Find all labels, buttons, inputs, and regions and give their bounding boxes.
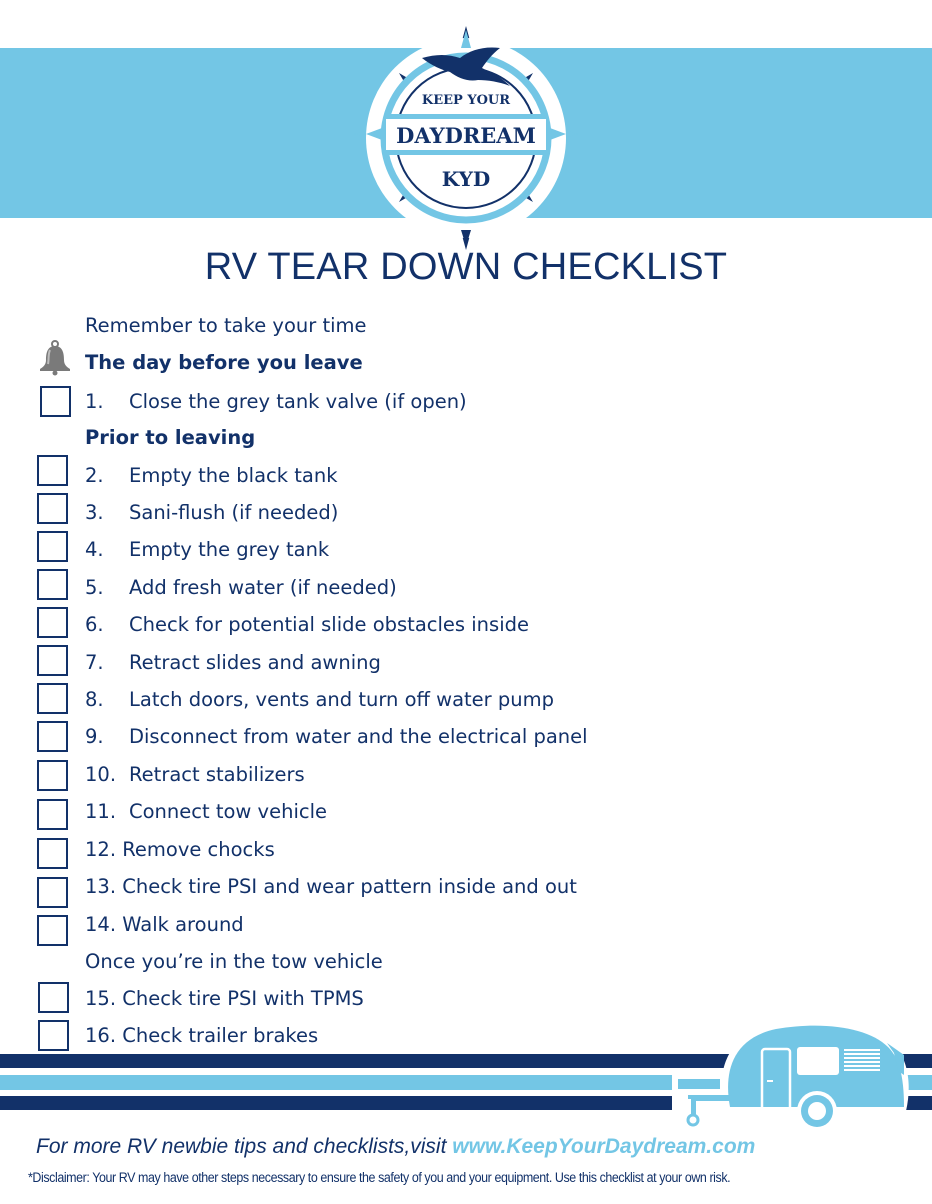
checklist-item-7: 7. Retract slides and awning bbox=[85, 651, 381, 674]
checkbox-item-12[interactable] bbox=[37, 838, 68, 869]
checkbox-item-13[interactable] bbox=[37, 877, 68, 908]
checkbox-item-7[interactable] bbox=[37, 645, 68, 676]
logo-top-text: KEEP YOUR bbox=[421, 93, 511, 108]
checklist-item-4: 4. Empty the grey tank bbox=[85, 538, 330, 561]
page-title: RV TEAR DOWN CHECKLIST bbox=[204, 246, 728, 288]
logo-initials-text: KYD bbox=[441, 167, 491, 191]
checkbox-item-2[interactable] bbox=[37, 455, 68, 486]
footer-cta: For more RV newbie tips and checklists,visit www.KeepYourDaydream.com bbox=[36, 1135, 756, 1158]
checklist-item-1: 1. Close the grey tank valve (if open) bbox=[85, 390, 467, 413]
checkbox-item-8[interactable] bbox=[37, 683, 68, 714]
checkbox-item-9[interactable] bbox=[37, 721, 68, 752]
checklist-item-14: 14. Walk around bbox=[85, 913, 244, 936]
checklist-item-9: 9. Disconnect from water and the electrical panel bbox=[85, 725, 588, 748]
checklist-item-6: 6. Check for potential slide obstacles inside bbox=[85, 613, 529, 636]
checkbox-item-1[interactable] bbox=[40, 386, 71, 417]
checkbox-item-15[interactable] bbox=[38, 982, 69, 1013]
checkbox-item-11[interactable] bbox=[37, 799, 68, 830]
checklist-item-3: 3. Sani-flush (if needed) bbox=[85, 501, 339, 524]
checklist-item-10: 10. Retract stabilizers bbox=[85, 763, 305, 786]
section-heading-prior-to-leaving: Prior to leaving bbox=[85, 426, 256, 449]
checkbox-item-16[interactable] bbox=[38, 1020, 69, 1051]
checklist-item-15: 15. Check tire PSI with TPMS bbox=[85, 987, 364, 1010]
section-heading-tow-vehicle: Once you’re in the tow vehicle bbox=[85, 950, 383, 973]
keep-your-daydream-logo bbox=[352, 24, 580, 252]
bell-icon bbox=[38, 340, 72, 376]
checkbox-item-6[interactable] bbox=[37, 607, 68, 638]
checklist-item-16: 16. Check trailer brakes bbox=[85, 1024, 319, 1047]
website-link[interactable]: www.KeepYourDaydream.com bbox=[452, 1135, 756, 1158]
camper-trailer-icon bbox=[672, 1015, 922, 1135]
intro-text: Remember to take your time bbox=[85, 314, 367, 337]
checkbox-item-5[interactable] bbox=[37, 569, 68, 600]
checklist-item-8: 8. Latch doors, vents and turn off water pump bbox=[85, 688, 555, 711]
checkbox-item-14[interactable] bbox=[37, 915, 68, 946]
disclaimer-text: *Disclaimer: Your RV may have other steps necessary to ensure the safety of you and your equipment. Use this checklist at your own risk. bbox=[28, 1170, 731, 1185]
logo-main-text: DAYDREAM bbox=[396, 123, 536, 148]
checklist-item-11: 11. Connect tow vehicle bbox=[85, 800, 327, 823]
checklist-item-2: 2. Empty the black tank bbox=[85, 464, 338, 487]
checklist-item-5: 5. Add fresh water (if needed) bbox=[85, 576, 397, 599]
checkbox-item-3[interactable] bbox=[37, 493, 68, 524]
checkbox-item-4[interactable] bbox=[37, 531, 68, 562]
checkbox-item-10[interactable] bbox=[37, 760, 68, 791]
checklist-item-13: 13. Check tire PSI and wear pattern inside and out bbox=[85, 875, 577, 898]
section-heading-day-before: The day before you leave bbox=[85, 351, 363, 374]
checklist-item-12: 12. Remove chocks bbox=[85, 838, 275, 861]
